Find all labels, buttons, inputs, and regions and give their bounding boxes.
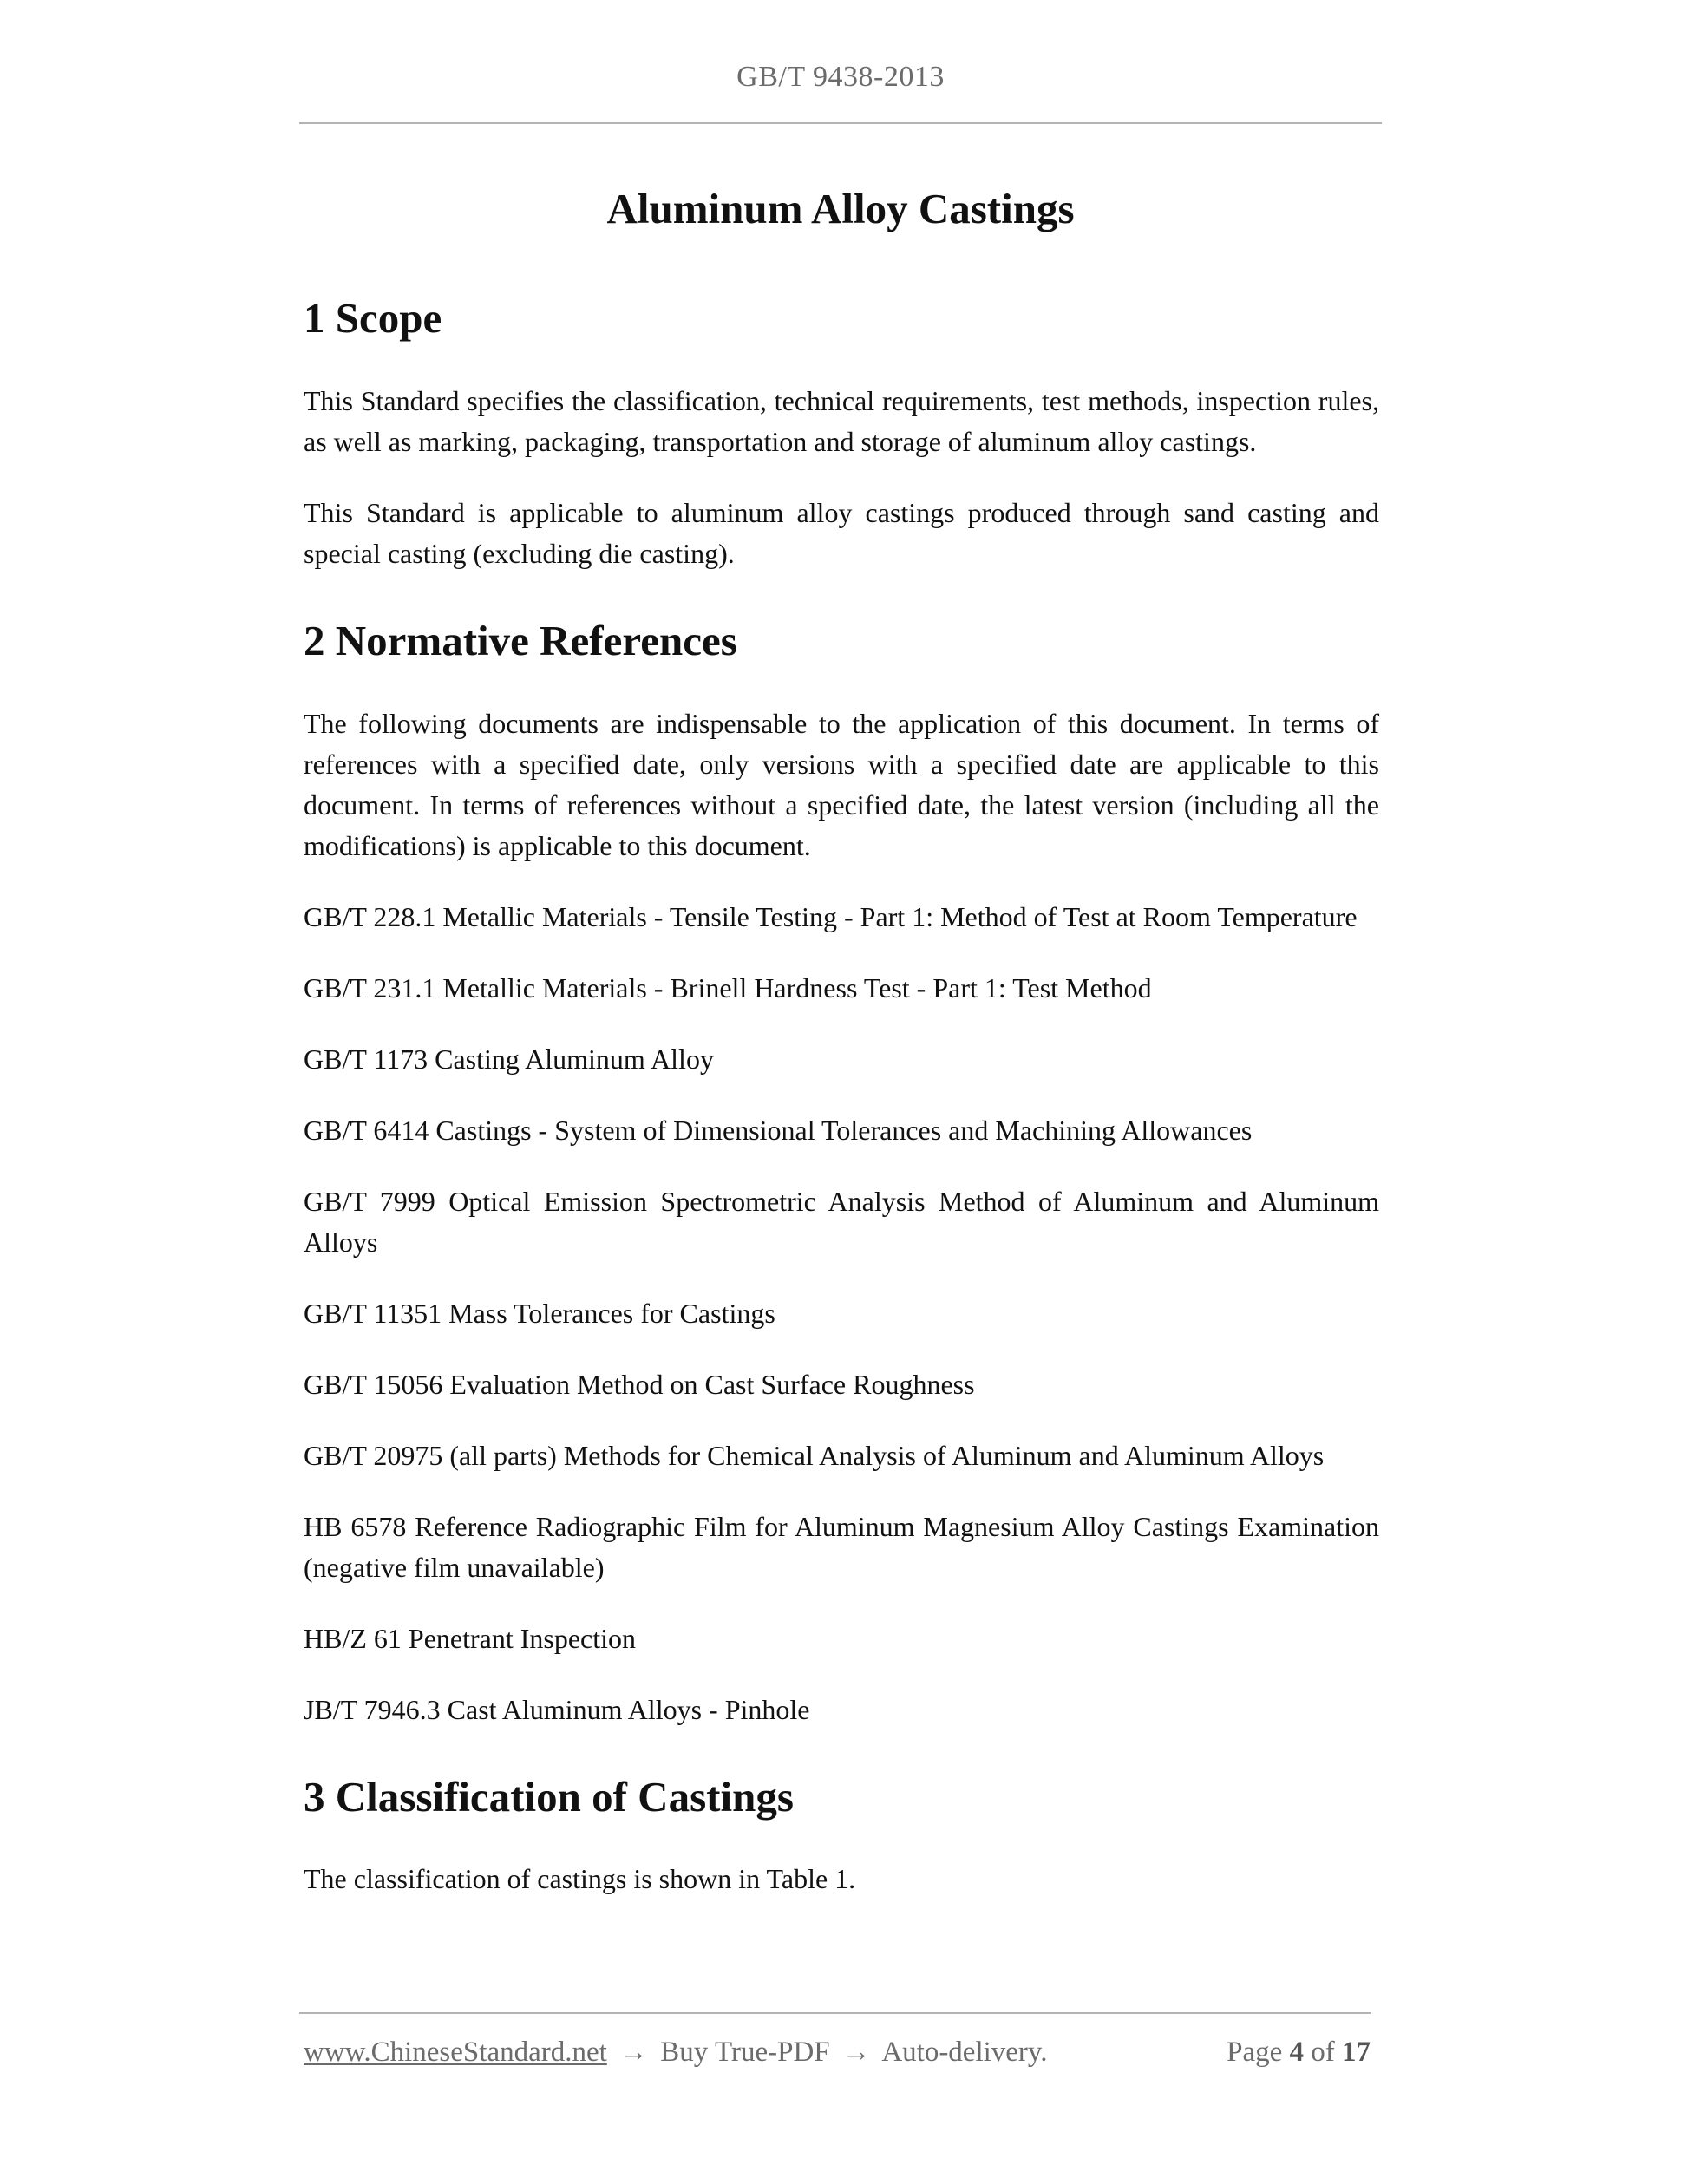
reference-item: GB/T 7999 Optical Emission Spectrometric Analysis Method of Aluminum and Aluminum Alloys [304, 1185, 1379, 1258]
page-indicator [1227, 2037, 1371, 2069]
section-heading-normative-references: 2 Normative References [304, 616, 737, 664]
document-body [304, 293, 1379, 1900]
reference-item: HB 6578 Reference Radiographic Film for Aluminum Magnesium Alloy Castings Examination (negative film unavailable) [304, 1510, 1379, 1583]
page-total: 17 [1342, 2037, 1371, 2068]
footer-divider [299, 2012, 1371, 2014]
section-heading-scope: 1 Scope [304, 294, 442, 342]
page-label: Page [1227, 2037, 1283, 2068]
site-link[interactable]: www.ChineseStandard.net [304, 2037, 607, 2068]
running-header: GB/T 9438-2013 [736, 61, 945, 93]
page-of-label: of [1311, 2037, 1335, 2068]
reference-item: JB/T 7946.3 Cast Aluminum Alloys - Pinhole [304, 1693, 810, 1725]
reference-item: GB/T 11351 Mass Tolerances for Castings [304, 1297, 775, 1329]
footer-promo [304, 2037, 1048, 2069]
reference-item: GB/T 20975 (all parts) Methods for Chemical Analysis of Aluminum and Aluminum Alloys [304, 1439, 1325, 1471]
reference-item: GB/T 15056 Evaluation Method on Cast Surface Roughness [304, 1368, 975, 1400]
page-current: 4 [1289, 2037, 1304, 2068]
reference-item: GB/T 231.1 Metallic Materials - Brinell Hardness Test - Part 1: Test Method [304, 971, 1152, 1004]
classification-paragraph: The classification of castings is shown in Table 1. [304, 1863, 856, 1895]
arrow-right-icon: → [841, 2037, 871, 2068]
scope-paragraph: This Standard is applicable to aluminum alloy castings produced through sand casting and special casting (excluding die casting). [304, 496, 1379, 569]
document-title: Aluminum Alloy Castings [606, 185, 1075, 232]
reference-item: GB/T 228.1 Metallic Materials - Tensile Testing - Part 1: Method of Test at Room Temperature [304, 900, 1358, 932]
section-heading-classification: 3 Classification of Castings [304, 1772, 794, 1821]
scope-paragraph: This Standard specifies the classification, technical requirements, test methods, inspection rules, as well as marking, packaging, transportation and storage of aluminum alloy castings. [304, 384, 1379, 457]
arrow-right-icon: → [619, 2037, 649, 2068]
auto-delivery-text: Auto-delivery. [881, 2037, 1048, 2068]
normative-references-intro: The following documents are indispensable to the application of this document. In terms of references with a specified date, only versions with a specified date are applicable to this document. In terms of references without a specified date, the latest version (including all the modifications) is applicable to this document. [304, 707, 1379, 861]
reference-item: GB/T 6414 Castings - System of Dimensional Tolerances and Machining Allowances [304, 1114, 1253, 1146]
reference-list [304, 897, 1379, 1730]
buy-pdf-text: Buy True-PDF [660, 2037, 830, 2068]
reference-item: HB/Z 61 Penetrant Inspection [304, 1622, 637, 1654]
reference-item: GB/T 1173 Casting Aluminum Alloy [304, 1043, 714, 1075]
page-footer [304, 2037, 1371, 2075]
header-divider [299, 122, 1382, 124]
